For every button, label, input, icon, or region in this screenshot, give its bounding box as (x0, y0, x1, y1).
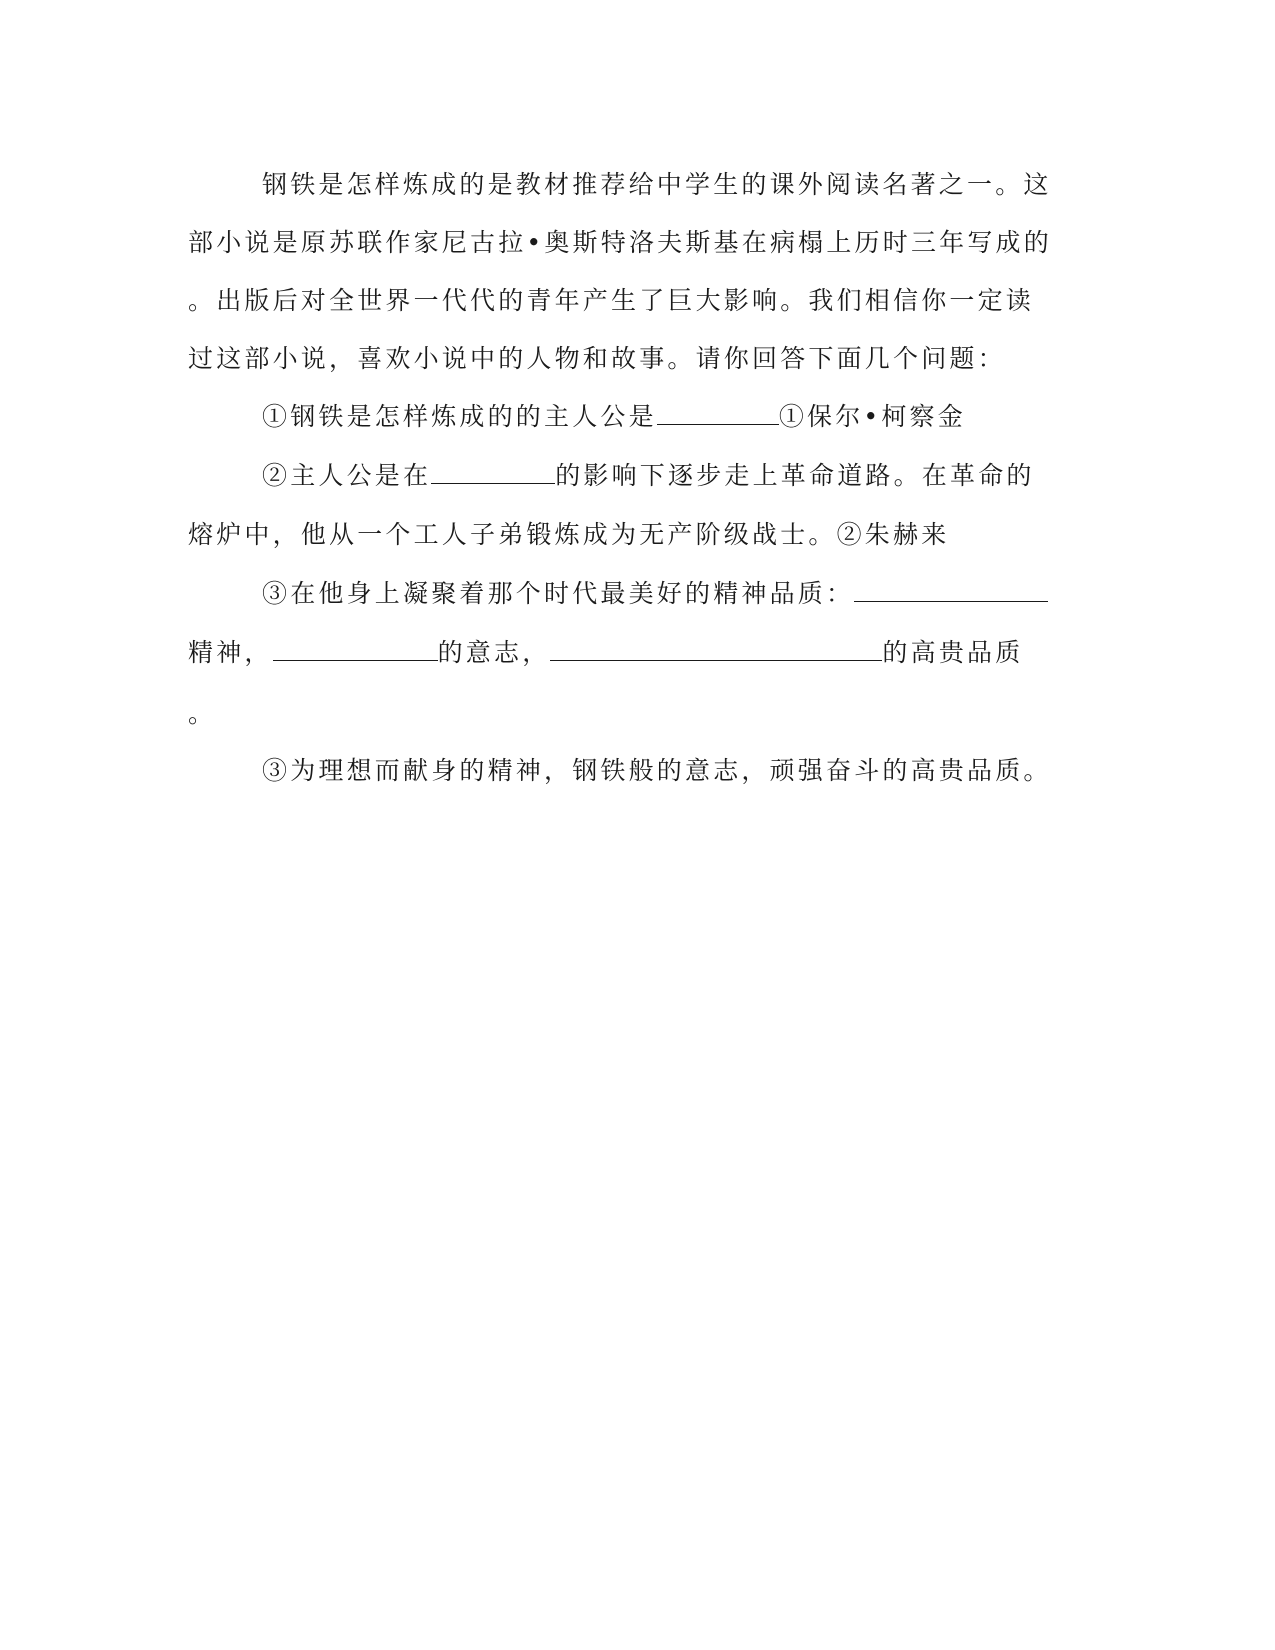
question-3-blank-1 (854, 577, 1048, 602)
question-3-blank-3 (550, 636, 882, 661)
question-1-blank (657, 400, 779, 425)
question-3 (262, 577, 1048, 611)
question-3-answer: ③为理想而献身的精神，钢铁般的意志，顽强奋斗的高贵品质。 (262, 756, 1052, 785)
intro-line-4: 过这部小说，喜欢小说中的人物和故事。请你回答下面几个问题： (188, 344, 1006, 373)
question-2-text-end: 的影响下逐步走上革命道路。在革命的 (555, 461, 1035, 490)
question-3-line-2 (188, 636, 1023, 670)
intro-line-2: 部小说是原苏联作家尼古拉•奥斯特洛夫斯基在病榻上历时三年写成的 (188, 228, 1052, 257)
question-3-text: ③在他身上凝聚着那个时代最美好的精神品质： (262, 579, 855, 608)
question-3-blank-2 (273, 636, 438, 661)
question-1-text: ①钢铁是怎样炼成的的主人公是 (262, 402, 657, 431)
question-2-text: ②主人公是在 (262, 461, 432, 490)
intro-line-3: 。出版后对全世界一代代的青年产生了巨大影响。我们相信你一定读 (188, 286, 1035, 315)
question-1-answer: ①保尔•柯察金 (778, 402, 966, 431)
question-3-text-c: 的高贵品质 (882, 638, 1024, 667)
question-3-text-a: 精神， (188, 638, 273, 667)
question-3-text-b: 的意志， (437, 638, 551, 667)
question-2-blank (431, 459, 555, 484)
question-1 (262, 400, 966, 434)
question-2 (262, 459, 1035, 493)
question-3-line-3: 。 (188, 699, 217, 728)
intro-line-1: 钢铁是怎样炼成的是教材推荐给中学生的课外阅读名著之一。这 (262, 170, 1052, 199)
question-2-line-2: 熔炉中，他从一个工人子弟锻炼成为无产阶级战士。②朱赫来 (188, 520, 950, 549)
